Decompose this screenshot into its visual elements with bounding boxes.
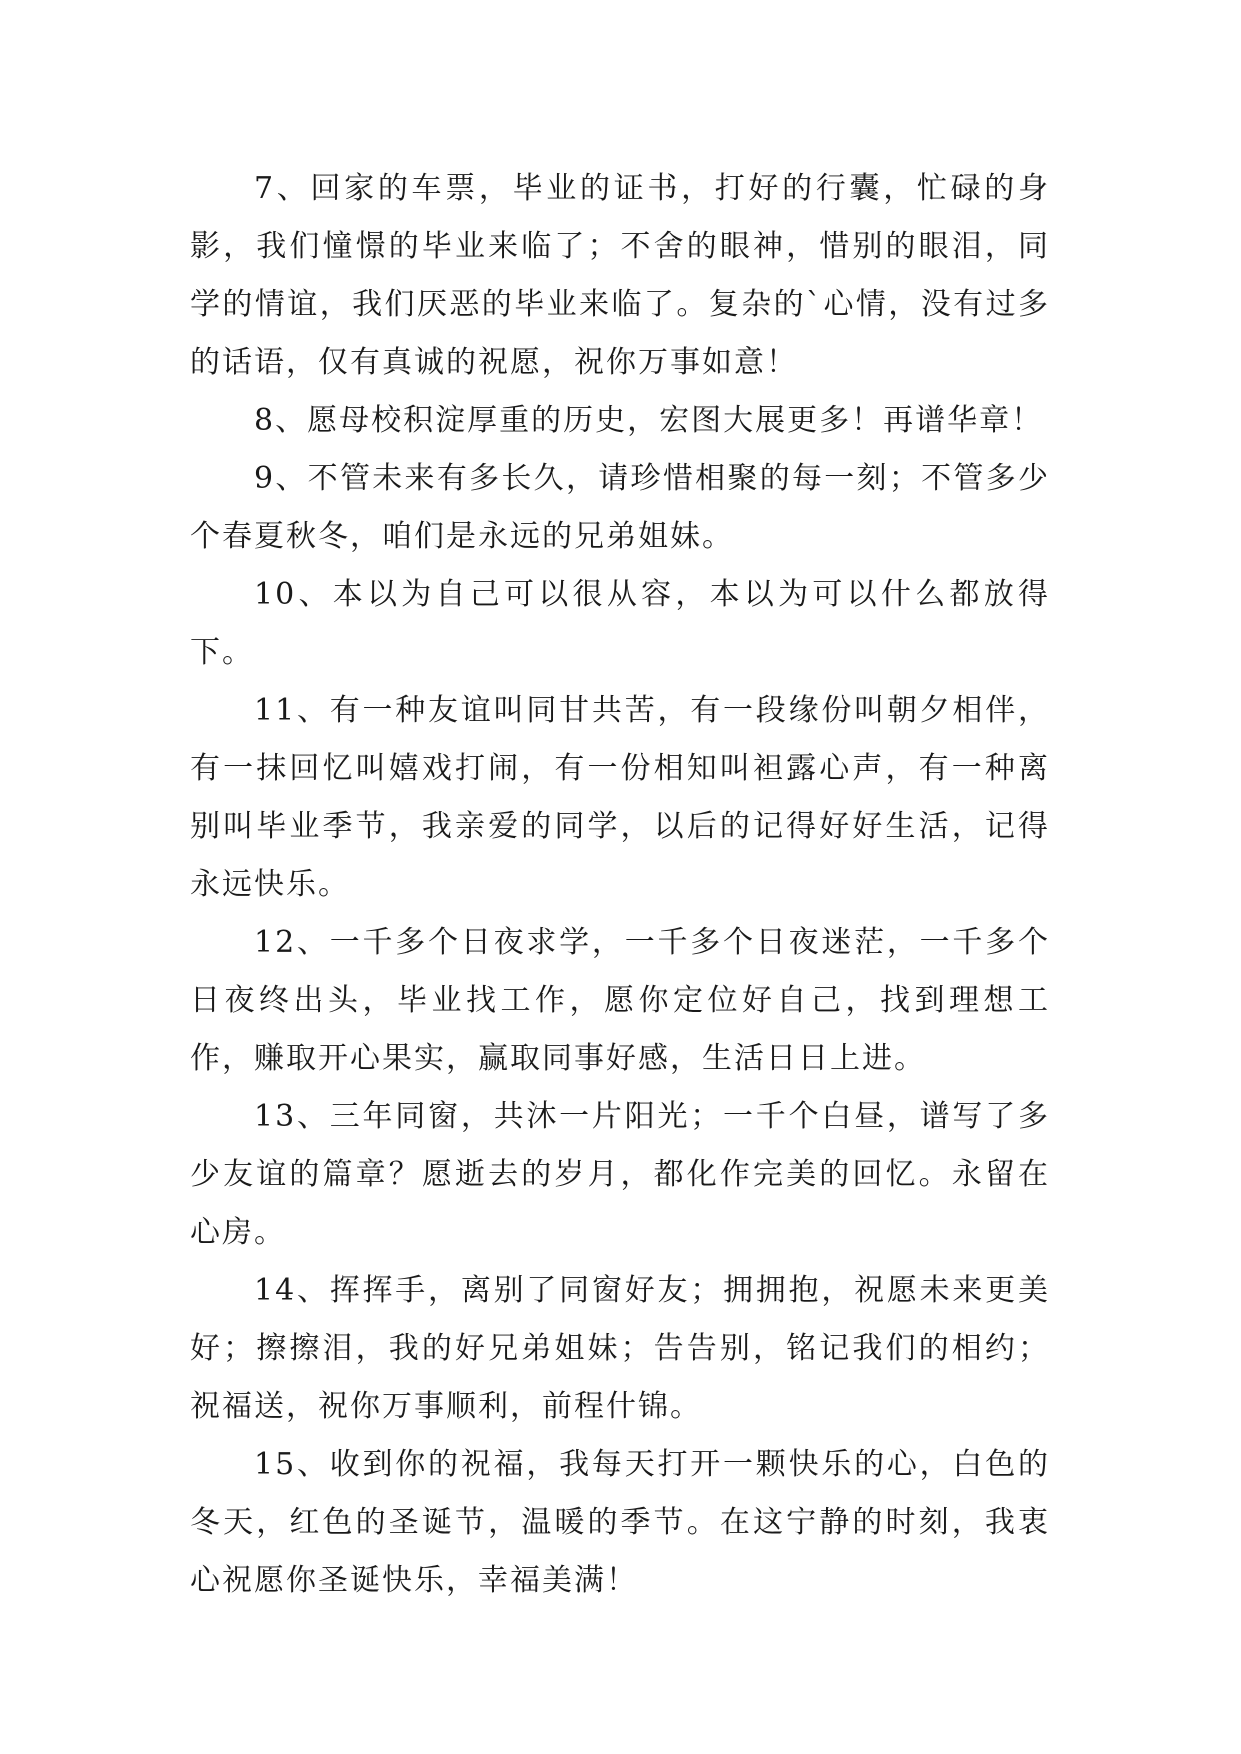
paragraph-11: 11、有一种友谊叫同甘共苦，有一段缘份叫朝夕相伴，有一抹回忆叫嬉戏打闹，有一份相知叫袒露心声，有一种离别叫毕业季节，我亲爱的同学，以后的记得好好生活，记得永远快乐。 [190, 693, 1050, 902]
paragraph-13: 13、三年同窗，共沐一片阳光；一千个白昼，谱写了多少友谊的篇章？愿逝去的岁月，都化作完美的回忆。永留在心房。 [190, 1099, 1050, 1250]
paragraph-9: 9、不管未来有多长久，请珍惜相聚的每一刻；不管多少个春夏秋冬，咱们是永远的兄弟姐妹。 [190, 461, 1050, 554]
document-body [190, 160, 1050, 1610]
paragraph-15: 15、收到你的祝福，我每天打开一颗快乐的心，白色的冬天，红色的圣诞节，温暖的季节。在这宁静的时刻，我衷心祝愿你圣诞快乐，幸福美满！ [190, 1447, 1050, 1598]
paragraph-7: 7、回家的车票，毕业的证书，打好的行囊，忙碌的身影，我们憧憬的毕业来临了；不舍的眼神，惜别的眼泪，同学的情谊，我们厌恶的毕业来临了。复杂的`心情，没有过多的话语，仅有真诚的祝愿，祝你万事如意！ [190, 171, 1050, 380]
paragraph-8: 8、愿母校积淀厚重的历史，宏图大展更多！再谱华章！ [254, 403, 1044, 438]
paragraph-12: 12、一千多个日夜求学，一千多个日夜迷茫，一千多个日夜终出头，毕业找工作，愿你定位好自己，找到理想工作，赚取开心果实，赢取同事好感，生活日日上进。 [190, 925, 1050, 1076]
paragraph-14: 14、挥挥手，离别了同窗好友；拥拥抱，祝愿未来更美好；擦擦泪，我的好兄弟姐妹；告告别，铭记我们的相约；祝福送，祝你万事顺利，前程什锦。 [190, 1273, 1050, 1424]
paragraph-10: 10、本以为自己可以很从容，本以为可以什么都放得下。 [190, 577, 1050, 670]
